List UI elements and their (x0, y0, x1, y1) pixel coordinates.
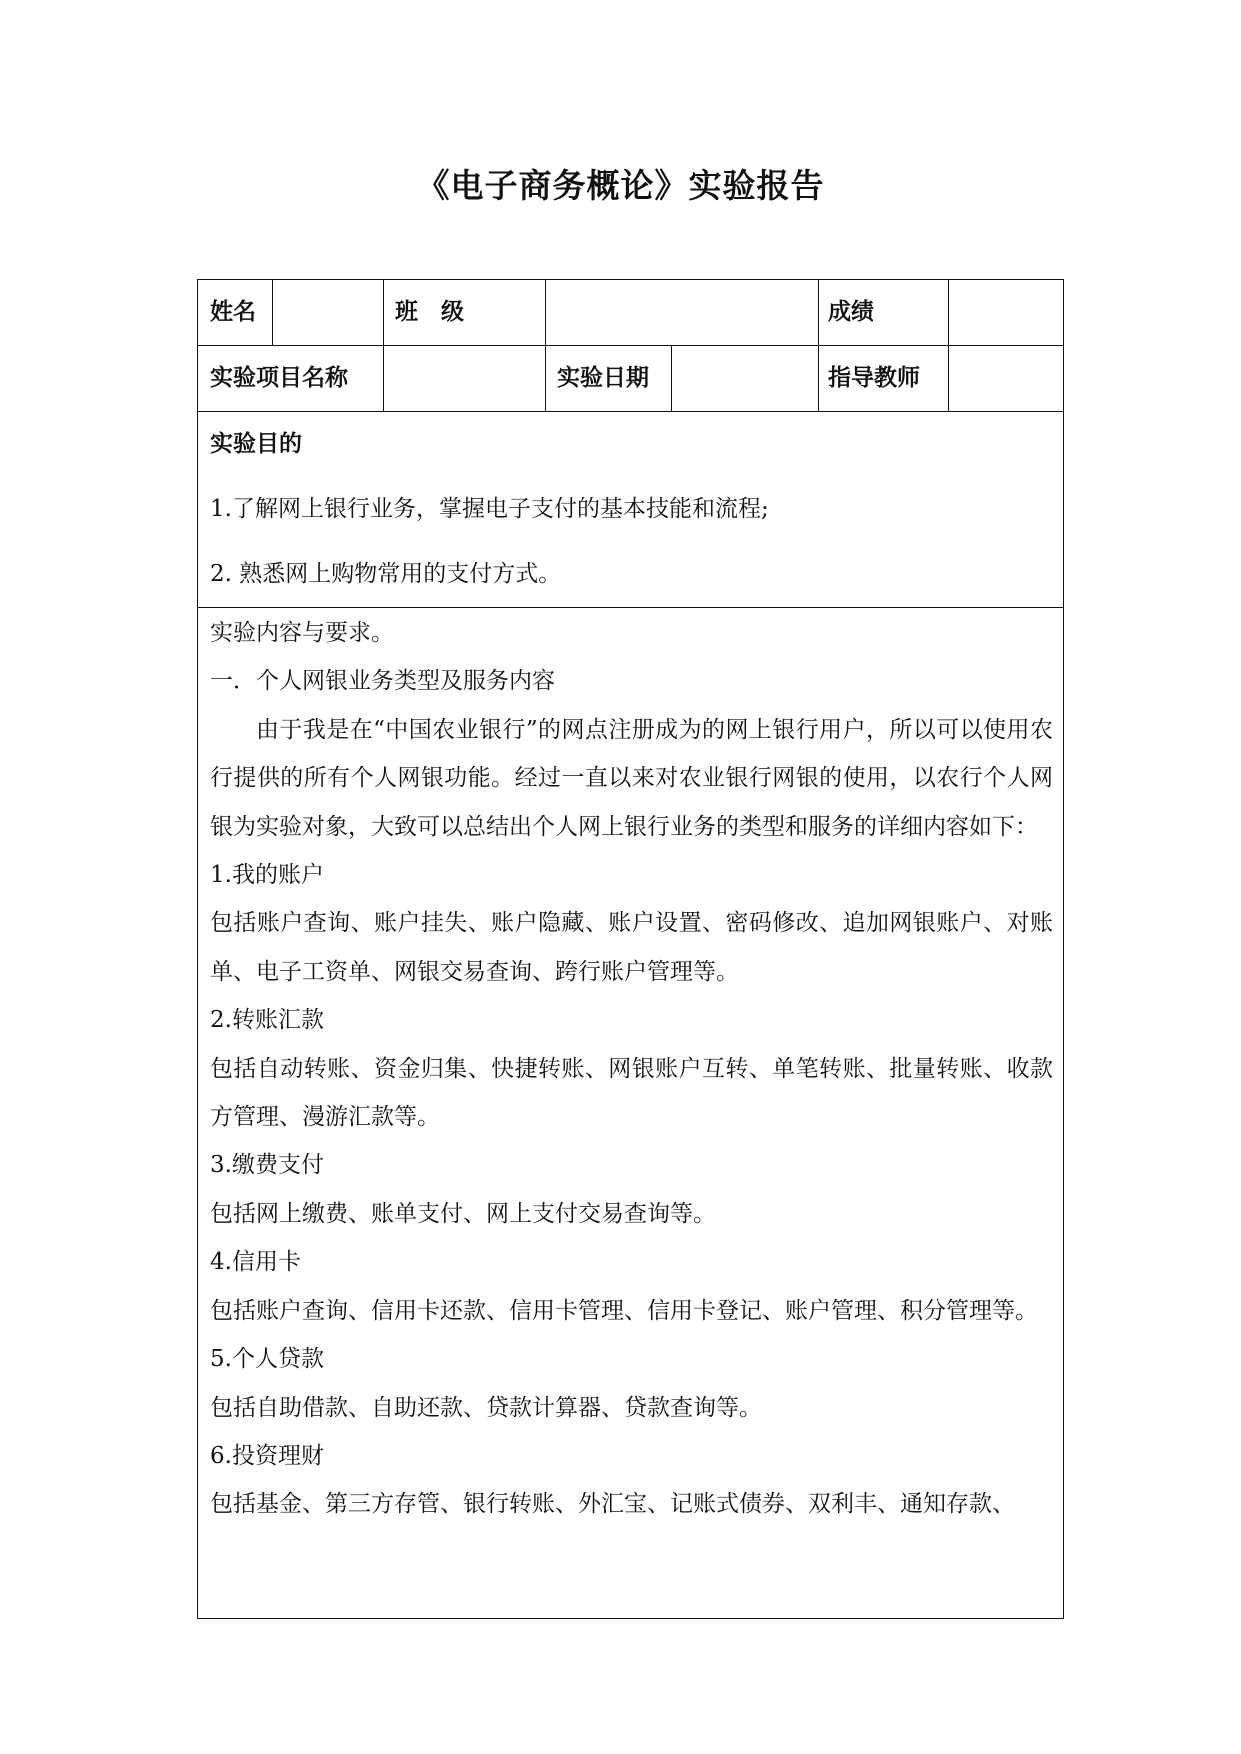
item-title: 5.个人贷款 (210, 1346, 324, 1373)
item-title: 1.我的账户 (210, 862, 324, 889)
content-heading: 实验内容与要求。 (210, 620, 394, 646)
column-divider (272, 280, 273, 345)
column-divider (545, 280, 546, 411)
column-divider (818, 280, 819, 411)
class-label: 班 级 (395, 299, 464, 325)
item-title: 2.转账汇款 (210, 1007, 324, 1034)
content-section (210, 609, 1053, 1529)
item-description: 包括账户查询、信用卡还款、信用卡管理、信用卡登记、账户管理、积分管理等。 (210, 1297, 1038, 1324)
item-title: 3.缴费支付 (210, 1152, 324, 1179)
column-divider (671, 345, 672, 411)
purpose-item: 2. 熟悉网上购物常用的支付方式。 (210, 561, 562, 587)
project-name-label: 实验项目名称 (210, 365, 348, 391)
report-table (197, 279, 1064, 1619)
purpose-heading: 实验目的 (210, 431, 302, 457)
row-divider (198, 411, 1063, 412)
item-title: 4.信用卡 (210, 1249, 301, 1276)
purpose-item: 1.了解网上银行业务，掌握电子支付的基本技能和流程; (210, 496, 769, 522)
row-divider (198, 607, 1063, 608)
item-description: 包括基金、第三方存管、银行转账、外汇宝、记账式债券、双利丰、通知存款、 (210, 1491, 1015, 1518)
date-label: 实验日期 (557, 365, 649, 391)
item-title: 6.投资理财 (210, 1442, 324, 1469)
item-description: 包括账户查询、账户挂失、账户隐藏、账户设置、密码修改、追加网银账户、对账单、电子工资单、网银交易查询、跨行账户管理等。 (210, 910, 1053, 985)
column-divider (383, 280, 384, 411)
item-description: 包括网上缴费、账单支付、网上支付交易查询等。 (210, 1200, 716, 1227)
row-divider (198, 345, 1063, 346)
column-divider (948, 280, 949, 411)
section-title: 一．个人网银业务类型及服务内容 (210, 668, 555, 695)
grade-label: 成绩 (828, 299, 874, 325)
name-label: 姓名 (210, 299, 256, 325)
item-description: 包括自动转账、资金归集、快捷转账、网银账户互转、单笔转账、批量转账、收款方管理、漫游汇款等。 (210, 1055, 1053, 1131)
teacher-label: 指导教师 (828, 365, 920, 391)
item-description: 包括自助借款、自助还款、贷款计算器、贷款查询等。 (210, 1394, 762, 1421)
intro-paragraph: 由于我是在“中国农业银行”的网点注册成为的网上银行用户，所以可以使用农行提供的所有个人网银功能。经过一直以来对农业银行网银的使用，以农行个人网银为实验对象，大致可以总结出个人网上银行业务的类型和服务的详细内容如下： (210, 716, 1053, 840)
document-title: 《电子商务概论》实验报告 (416, 166, 825, 205)
